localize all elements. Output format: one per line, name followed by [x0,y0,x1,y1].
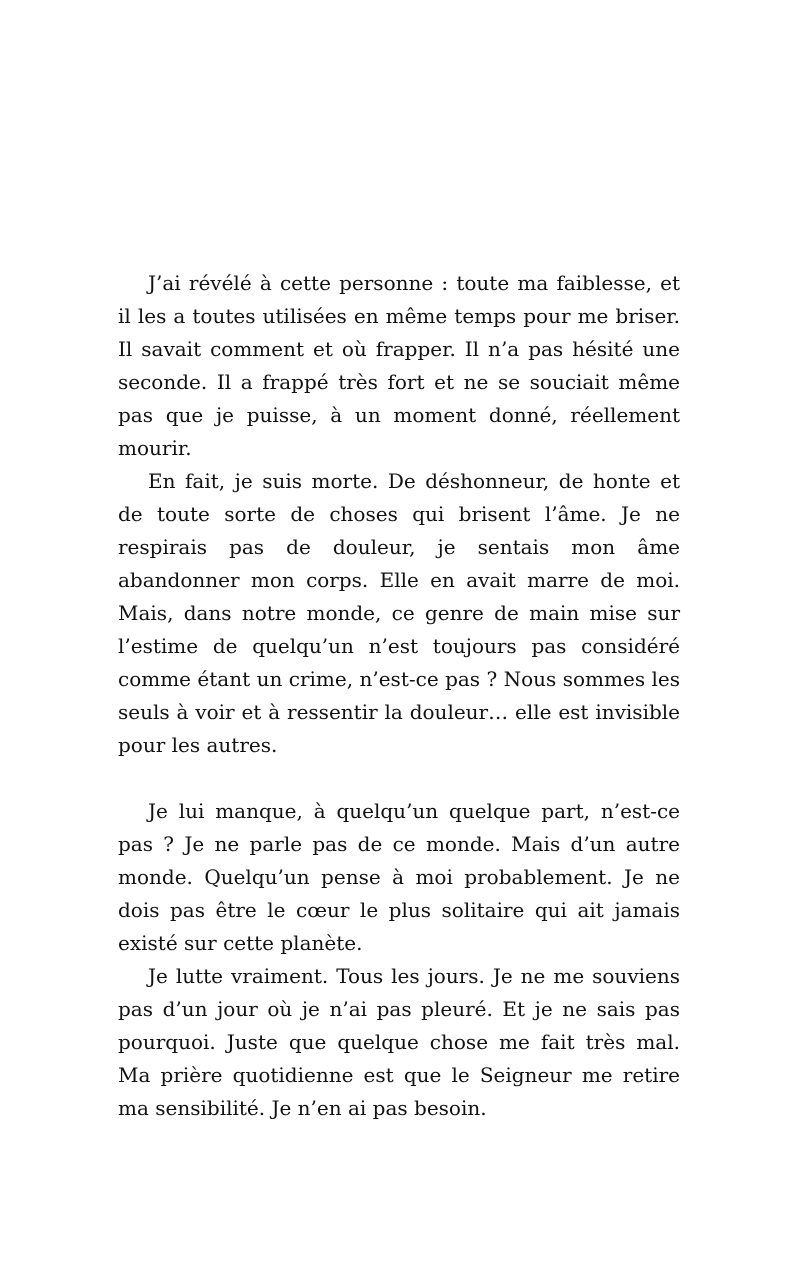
paragraph-3: Je lui manque, à quelqu’un quelque part, n’est-ce pas ? Je ne parle pas de ce monde. Mais d’un autre monde. Quelqu’un pense à moi probablement. Je ne dois pas être le cœur le plus solitaire qui ait jamais existé sur cette planète. [118,799,680,955]
section-break [118,762,680,795]
paragraph-2: En fait, je suis morte. De déshonneur, de honte et de toute sorte de choses qui brisent l’âme. Je ne respirais pas de douleur, je sentais mon âme abandonner mon corps. Elle en avait marre de moi. Mais, dans notre monde, ce genre de main mise sur l’estime de quelqu’un n’est toujours pas considéré comme étant un crime, n’est-ce pas ? Nous sommes les seuls à voir et à ressentir la douleur… elle est invisible pour les autres. [118,469,680,757]
paragraph-4: Je lutte vraiment. Tous les jours. Je ne me souviens pas d’un jour où je n’ai pas pleuré. Et je ne sais pas pourquoi. Juste que quelque chose me fait très mal. Ma prière quotidienne est que le Seigneur me retire ma sensibilité. Je n’en ai pas besoin. [118,964,680,1120]
paragraph-1: J’ai révélé à cette personne : toute ma faiblesse, et il les a toutes utilisées en même temps pour me briser. Il savait comment et où frapper. Il n’a pas hésité une seconde. Il a frappé très fort et ne se souciait même pas que je puisse, à un moment donné, réellement mourir. [118,271,680,460]
body-text [118,267,680,1125]
